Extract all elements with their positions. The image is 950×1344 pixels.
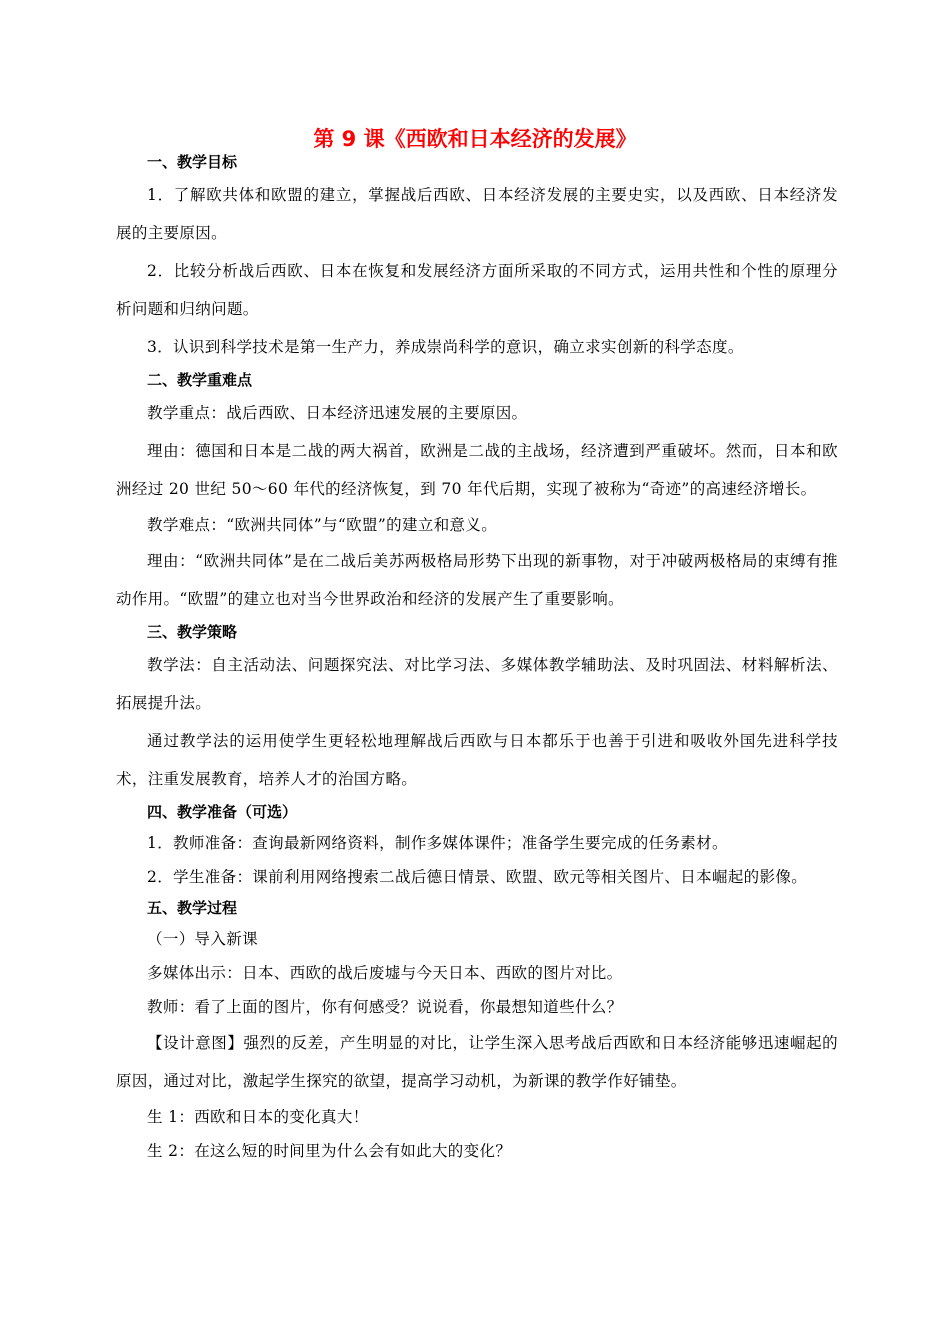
heading-process: 五、教学过程: [147, 899, 238, 917]
student-answer-2: 生 2：在这么短的时间里为什么会有如此大的变化？: [147, 1142, 512, 1160]
multimedia-show: 多媒体出示：日本、西欧的战后废墟与今天日本、西欧的图片对比。: [147, 964, 623, 982]
heading-strategy: 三、教学策略: [147, 623, 238, 641]
design-intent: 【设计意图】强烈的反差，产生明显的对比，让学生深入思考战后西欧和日本经济能够迅速崛起的原因，通过对比，激起学生探究的欲望，提高学习动机，为新课的教学作好铺垫。: [116, 1034, 838, 1090]
key-point-reason: 理由：德国和日本是二战的两大祸首，欧洲是二战的主战场，经济遭到严重破坏。然而，日本和欧洲经过 20 世纪 50～60 年代的经济恢复，到 70 年代后期，实现了被称为“奇迹”的高速经济增长。: [116, 442, 838, 498]
key-point: 教学重点：战后西欧、日本经济迅速发展的主要原因。: [147, 404, 528, 422]
heading-keypoints: 二、教学重难点: [147, 371, 253, 389]
goal-item-1: 1．了解欧共体和欧盟的建立，掌握战后西欧、日本经济发展的主要史实，以及西欧、日本经济发展的主要原因。: [116, 186, 838, 242]
strategy-methods: 教学法：自主活动法、问题探究法、对比学习法、多媒体教学辅助法、及时巩固法、材料解析法、拓展提升法。: [116, 656, 838, 712]
document-title: 第 9 课《西欧和日本经济的发展》: [313, 127, 637, 151]
difficult-point-reason: 理由：“欧洲共同体”是在二战后美苏两极格局形势下出现的新事物，对于冲破两极格局的束缚有推动作用。“欧盟”的建立也对当今世界政治和经济的发展产生了重要影响。: [116, 552, 838, 608]
document-body: [116, 148, 838, 1168]
strategy-purpose: 通过教学法的运用使学生更轻松地理解战后西欧与日本都乐于也善于引进和吸收外国先进科学技术，注重发展教育，培养人才的治国方略。: [116, 732, 838, 788]
heading-preparation: 四、教学准备（可选）: [147, 803, 298, 821]
goal-item-2: 2．比较分析战后西欧、日本在恢复和发展经济方面所采取的不同方式，运用共性和个性的原理分析问题和归纳问题。: [116, 262, 838, 318]
heading-goals: 一、教学目标: [147, 153, 238, 171]
student-preparation: 2．学生准备：课前利用网络搜索二战后德日情景、欧盟、欧元等相关图片、日本崛起的影像。: [147, 868, 808, 886]
student-answer-1: 生 1：西欧和日本的变化真大！: [147, 1108, 369, 1126]
process-subheading-intro: （一）导入新课: [147, 930, 258, 948]
difficult-point: 教学难点：“欧洲共同体”与“欧盟”的建立和意义。: [147, 516, 498, 534]
teacher-preparation: 1．教师准备：查询最新网络资料，制作多媒体课件；准备学生要完成的任务素材。: [147, 834, 728, 852]
teacher-question: 教师：看了上面的图片，你有何感受？说说看，你最想知道些什么？: [147, 998, 623, 1016]
goal-item-3: 3．认识到科学技术是第一生产力，养成崇尚科学的意识，确立求实创新的科学态度。: [147, 338, 744, 356]
